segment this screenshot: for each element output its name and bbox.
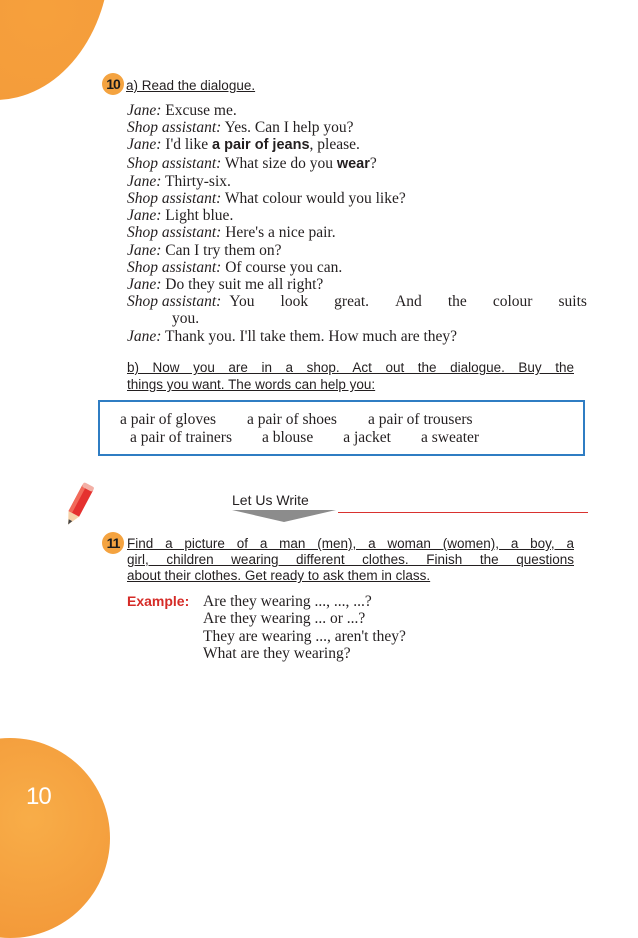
section-rule: [338, 512, 588, 513]
word-item: a sweater: [421, 429, 480, 446]
dialogue-line: [127, 190, 587, 207]
decorative-corner-top: [0, 0, 110, 100]
dialogue-text: Of course you can.: [225, 258, 343, 276]
dialogue-text-justified: You look great. And the colour suits: [229, 293, 587, 311]
dialogue-line: [127, 136, 587, 154]
speaker-label: Shop assistant:: [127, 224, 222, 242]
pencil-icon: [58, 481, 98, 531]
speaker-label: Jane:: [127, 207, 162, 225]
speaker-label: Jane:: [127, 136, 162, 154]
example-line: What are they wearing?: [203, 645, 351, 663]
exercise-11-instruction-line: girl, children wearing different clothes. Finish the questions: [127, 552, 574, 567]
decorative-corner-bottom: [0, 738, 110, 938]
word-box: [98, 400, 585, 456]
dialogue-text: Here's a nice pair.: [225, 224, 336, 242]
dialogue-text: What size do you: [224, 154, 337, 172]
dialogue-text: What colour would you like?: [224, 190, 406, 208]
dialogue-line-continuation: you.: [172, 310, 200, 328]
page-number: 10: [26, 783, 51, 810]
speaker-label: Jane:: [127, 327, 162, 345]
dialogue-line: [127, 207, 587, 224]
dialogue-text: Do they suit me all right?: [165, 276, 324, 294]
dialogue-line: [127, 224, 587, 241]
section-title: Let Us Write: [232, 492, 309, 508]
example-line: Are they wearing ..., ..., ...?: [203, 593, 372, 610]
example-line: Are they wearing ... or ...?: [203, 610, 366, 628]
speaker-label: Shop assistant:: [127, 119, 222, 137]
dialogue-text: I'd like: [165, 136, 212, 154]
speaker-label: Jane:: [127, 241, 162, 259]
word-item: a pair of trainers: [130, 429, 232, 446]
dialogue-line: [127, 259, 587, 276]
exercise-11-instruction-line: Find a picture of a man (men), a woman (women), a boy, a: [127, 536, 574, 551]
speaker-label: Jane:: [127, 172, 162, 190]
word-box-row: [130, 429, 479, 447]
exercise-11-instruction-line: about their clothes. Get ready to ask them in class.: [127, 568, 431, 583]
exercise-10-instruction-b-line1: b) Now you are in a shop. Act out the dialogue. Buy the: [127, 360, 574, 375]
dialogue-text: Thirty-six.: [165, 172, 231, 190]
dialogue-text: , please.: [309, 136, 360, 154]
word-item: a blouse: [262, 429, 314, 446]
dialogue-text: Thank you. I'll take them. How much are they?: [165, 327, 458, 345]
word-item: a pair of gloves: [120, 411, 216, 428]
speaker-label: Shop assistant:: [127, 293, 222, 311]
dialogue-text: Can I try them on?: [165, 241, 282, 259]
speaker-label: Shop assistant:: [127, 190, 222, 208]
example-label: Example:: [127, 593, 190, 609]
exercise-10-instruction-b-line2: things you want. The words can help you:: [127, 377, 376, 392]
exercise-10-instruction-a: a) Read the dialogue.: [126, 78, 256, 93]
dialogue-line: [127, 328, 587, 345]
example-list: [203, 593, 406, 663]
dialogue-text: ?: [369, 154, 377, 172]
example-line: They are wearing ..., aren't they?: [203, 627, 406, 645]
key-word: wear: [336, 155, 370, 172]
word-box-row: [120, 411, 473, 429]
dialogue-line: [127, 173, 587, 190]
dialogue-line: [127, 276, 587, 293]
dialogue-line: [127, 155, 587, 173]
speaker-label: Shop assistant:: [127, 258, 222, 276]
dialogue: [127, 102, 587, 345]
exercise-10-badge: 10: [102, 73, 124, 95]
dialogue-line: [127, 119, 587, 136]
word-item: a pair of shoes: [246, 411, 337, 428]
dialogue-text: Excuse me.: [165, 102, 237, 119]
section-arrow: [232, 510, 336, 522]
speaker-label: Jane:: [127, 276, 162, 294]
key-phrase: a pair of jeans: [212, 137, 310, 154]
word-item: a pair of trousers: [367, 411, 473, 428]
exercise-11-badge: 11: [102, 532, 124, 554]
word-item: a jacket: [343, 429, 391, 446]
dialogue-text: Light blue.: [165, 207, 234, 225]
dialogue-line: [127, 102, 587, 119]
dialogue-text: Yes. Can I help you?: [224, 119, 354, 137]
speaker-label: Shop assistant:: [127, 154, 222, 172]
dialogue-line: [127, 293, 587, 310]
speaker-label: Jane:: [127, 102, 162, 119]
dialogue-line: [127, 242, 587, 259]
